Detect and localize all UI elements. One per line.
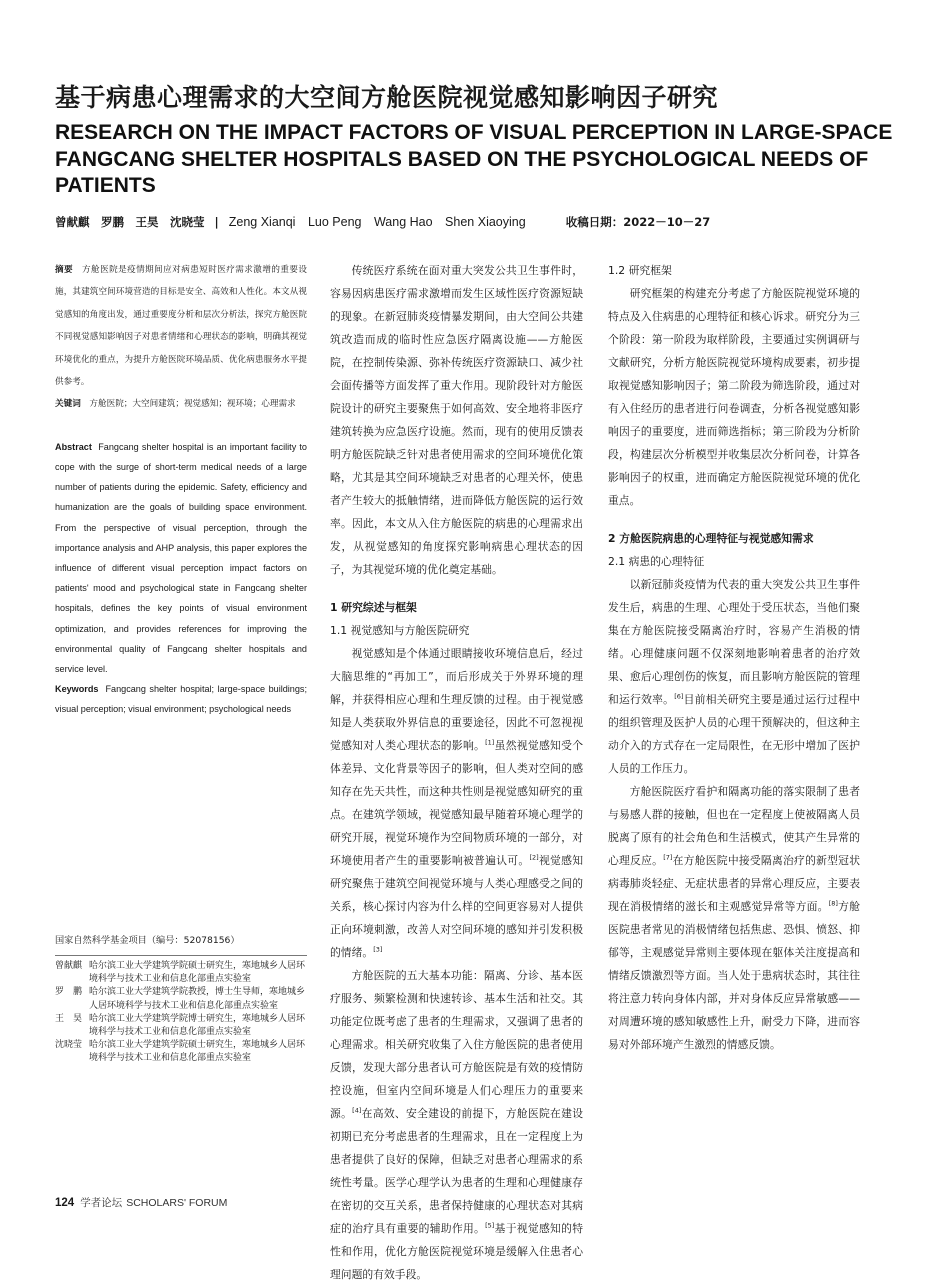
keywords-cn-label: 关键词 (55, 399, 81, 410)
abstract-cn (55, 259, 307, 393)
abstract-cn-label: 摘要 (55, 265, 74, 275)
title-en: RESEARCH ON THE IMPACT FACTORS OF VISUAL PERCEPTION IN LARGE-SPACE FANGCANG SHELTER HOSPITALS BASED ON THE PSYCHOLOGICAL NEEDS OF PATIENTS (55, 121, 893, 197)
text-run: 在高效、安全建设的前提下，方舱医院在建设初期已充分考虑患者的生理需求，且在一定程度上为患者提供了良好的保障，但缺乏对患者心理需求的系统性考量。医学心理学认为患者的生理和心理健康存在密切的交互关系，患者保持健康的心理状态对其病症的治疗具有重要的辅助作用。 (330, 1107, 584, 1235)
keywords-cn-text: 方舱医院；大空间建筑；视觉感知；视环境；心理需求 (89, 399, 296, 410)
citation: [1] (485, 738, 495, 747)
author-info-item (55, 960, 307, 986)
page-footer (55, 1196, 227, 1210)
text-run: 在方舱医院中接受隔离治疗的新型冠状病毒肺炎轻症、无症状患者的异常心理反应，主要表现在消极情绪的滋长和主观感觉异常等方面。 (608, 854, 861, 913)
author-name: 沈晓莹 (55, 1040, 83, 1051)
text-run: 目前相关研究主要是通过运行过程中的组织管理及医护人员的心理干预解决的，但这种主动介入的方式存在一定局限性，在无形中增加了医护人员的工作压力。 (608, 693, 861, 775)
journal-section-en: SCHOLARS' FORUM (126, 1197, 228, 1209)
author-affiliation: 哈尔滨工业大学建筑学院硕士研究生，寒地城乡人居环境科学与技术工业和信息化部重点实验室 (89, 961, 306, 985)
author-affiliation: 哈尔滨工业大学建筑学院教授，博士生导师，寒地城乡人居环境科学与技术工业和信息化部重点实验室 (89, 987, 306, 1011)
abstract-en-text: Fangcang shelter hospital is an important facility to cope with the surge of short-term medical needs of a large number of patients during the epidemic. Safety, efficiency and humanization are the goals of building space environment. From the perspective of visual perception, through the importance analysis and AHP analysis, this paper explores the influence of different visual perception impact factors on patients' mood and psychological state in Fangcang shelter hospitals, defines the key points of visual environment optimization, and provides references for improving the environmental quality of Fangcang shelter hospitals and service level. (55, 441, 307, 675)
body-paragraph (608, 573, 860, 780)
page-number: 124 (55, 1197, 75, 1209)
keywords-cn (55, 393, 307, 415)
author-info-item (55, 1039, 307, 1065)
author-name: 曾献麒 (55, 961, 83, 971)
byline-separator: | (214, 215, 219, 229)
title-cn: 基于病患心理需求的大空间方舱医院视觉感知影响因子研究 (55, 83, 719, 112)
section-2-1-heading: 2.1 病患的心理特征 (608, 555, 705, 568)
intro-paragraph: 传统医疗系统在面对重大突发公共卫生事件时，容易因病患医疗需求激增而发生区域性医疗资源短缺的现象。在新冠肺炎疫情暴发期间，由大空间公共建筑改造而成的临时性应急医疗隔离设施——方舱医院，在控制传染源、弥补传统医疗资源缺口、减少社会面传播等方面发挥了重大作用。现阶段针对方舱医院设计的研究主要聚焦于如何高效、安全地将非医疗建筑转换为应急医疗设施。然而，现有的使用反馈表明方舱医院缺乏针对患者使用需求的空间环境优化策略，尤其是其空间环境缺乏对患者的心理关怀，使患者产生较大的抵触情绪，进而降低方舱医院的运行效率。因此，本文从入住方舱医院的病患的心理需求出发，从视觉感知的角度探究影响病患心理状态的因子，为其视觉环境的优化奠定基础。 (330, 264, 583, 576)
received-date: 收稿日期：2022－10－27 (565, 215, 711, 229)
section-2-heading: 2 方舱医院病患的心理特征与视觉感知需求 (608, 532, 814, 545)
byline (55, 214, 915, 230)
text-run: 基于视觉感知的特性和作用，优化方舱医院视觉环境是缓解入住患者心理问题的有效手段。 (330, 1222, 584, 1281)
author-name: 王 昊 (55, 1013, 83, 1024)
body-paragraph: 研究框架的构建充分考虑了方舱医院视觉环境的特点及入住病患的心理特征和核心诉求。研究分为三个阶段：第一阶段为取样阶段，主要通过实例调研与文献研究，分析方舱医院视觉环境构成要素，初步提取视觉感知影响因子；第二阶段为筛选阶段，通过对有入住经历的患者进行问卷调查，分析各视觉感知影响因子的重要度，进而筛选指标；第三阶段为分析阶段，构建层次分析模型并收集层次分析问卷，计算各影响因子的权重，进而确定方舱医院视觉环境的优化重点。 (608, 287, 860, 507)
footnote-divider (55, 955, 307, 956)
author-info-item (55, 986, 307, 1012)
abstract-en (55, 437, 307, 679)
body-paragraph (608, 780, 860, 1056)
column-right (608, 259, 860, 1056)
section-1-2-heading: 1.2 研究框架 (608, 264, 672, 277)
authors-en: Zeng Xianqi Luo Peng Wang Hao Shen Xiaoying (228, 215, 526, 229)
keywords-en-text: Fangcang shelter hospital; large-space buildings; visual perception; visual environment; psychological needs (55, 684, 307, 715)
author-affiliation: 哈尔滨工业大学建筑学院博士研究生，寒地城乡人居环境科学与技术工业和信息化部重点实验室 (89, 1013, 306, 1038)
text-run: 视觉感知研究聚焦于建筑空间视觉环境与人类心理感受之间的关系，核心探讨内容为什么样的空间更容易对人提供正向环境刺激，改善人对空间环境的感知并引发积极的情绪。 (330, 854, 584, 959)
citation: [6] (674, 692, 684, 701)
text-run: 虽然视觉感知受个体差异、文化背景等因子的影响，但人类对空间的感知存在先天共性，而这种共性则是视觉感知研究的重点。在建筑学领域，视觉感知最早随着环境心理学的研究开展，视觉环境作为空间物质环境的一部分，对环境使用者产生的重要影响被普遍认可。 (330, 739, 584, 867)
author-name: 罗 鹏 (55, 987, 83, 998)
author-info-list (55, 960, 307, 1066)
body-paragraph (330, 642, 583, 964)
author-affiliation: 哈尔滨工业大学建筑学院硕士研究生，寒地城乡人居环境科学与技术工业和信息化部重点实验室 (89, 1040, 306, 1064)
citation: [4] (352, 1106, 362, 1115)
text-run: 以新冠肺炎疫情为代表的重大突发公共卫生事件发生后，病患的生理、心理处于受压状态，当他们聚集在方舱医院接受隔离治疗时，容易产生消极的情绪。心理健康问题不仅深刻地影响着患者的治疗效果、愈后心理创伤的恢复，而且影响方舱医院的管理和运行效率。 (608, 578, 860, 706)
text-run: 方舱医院患者常见的消极情绪包括焦虑、恐惧、愤怒、抑郁等，主观感觉异常则主要体现在躯体关注度提高和情绪反馈激烈等方面。当人处于患病状态时，其往往将注意力转向身体内部，并对身体反应异常敏感——对周遭环境的感知敏感性上升，耐受力下降，进而容易对外部环境产生激烈的情感反馈。 (608, 900, 861, 1051)
citation: [3] (373, 945, 383, 954)
journal-section-cn: 学者论坛 (80, 1197, 123, 1209)
author-info-item (55, 1013, 307, 1039)
fund-note: 国家自然科学基金项目（编号：52078156） (55, 935, 240, 946)
abstract-cn-text: 方舱医院是疫情期间应对病患短时医疗需求激增的重要设施，其建筑空间环境营造的目标是安全、高效和人性化。本文从视觉感知的角度出发，通过重要度分析和层次分析法，探究方舱医院不同视觉感知影响因子对患者情绪和心理状态的影响，明确其视觉环境优化的重点，为提升方舱医院环境品质、优化病患服务水平提供参考。 (55, 265, 307, 388)
authors-cn: 曾献麒 罗鹏 王昊 沈晓莹 (55, 215, 205, 229)
column-middle (330, 259, 583, 1286)
abstract-en-label: Abstract (55, 441, 92, 452)
text-run: 方舱医院医疗看护和隔离功能的落实限制了患者与易感人群的接触，但也在一定程度上使被隔离人员脱离了原有的社会角色和生活模式，使其产生异常的心理反应。 (608, 785, 860, 867)
section-1-heading: 1 研究综述与框架 (330, 601, 417, 614)
citation: [8] (828, 899, 838, 908)
keywords-en-label: Keywords (55, 684, 99, 695)
section-1-1-heading: 1.1 视觉感知与方舱医院研究 (330, 624, 470, 637)
text-run: 方舱医院的五大基本功能：隔离、分诊、基本医疗服务、频繁检测和快速转诊、基本生活和社交。其功能定位既考虑了患者的生理需求，又强调了患者的心理需求。相关研究收集了入住方舱医院的患者使用反馈，发现大部分患者认可方舱医院是有效的疫情防控设施，但室内空间环境是人们心理压力的重要来源。 (330, 969, 583, 1120)
body-paragraph (330, 964, 583, 1286)
column-left (55, 259, 307, 720)
citation: [5] (485, 1221, 495, 1230)
citation: [2] (529, 853, 539, 862)
keywords-en (55, 679, 307, 719)
text-run: 视觉感知是个体通过眼睛接收环境信息后，经过大脑思维的“再加工”，而后形成关于外界环境的理解，并获得相应心理和生理反馈的过程。由于视觉感知是人类获取外界信息的重要途径，因此不可忽视视觉感知对人类心理状态的影响。 (330, 647, 583, 752)
citation: [7] (663, 853, 673, 862)
